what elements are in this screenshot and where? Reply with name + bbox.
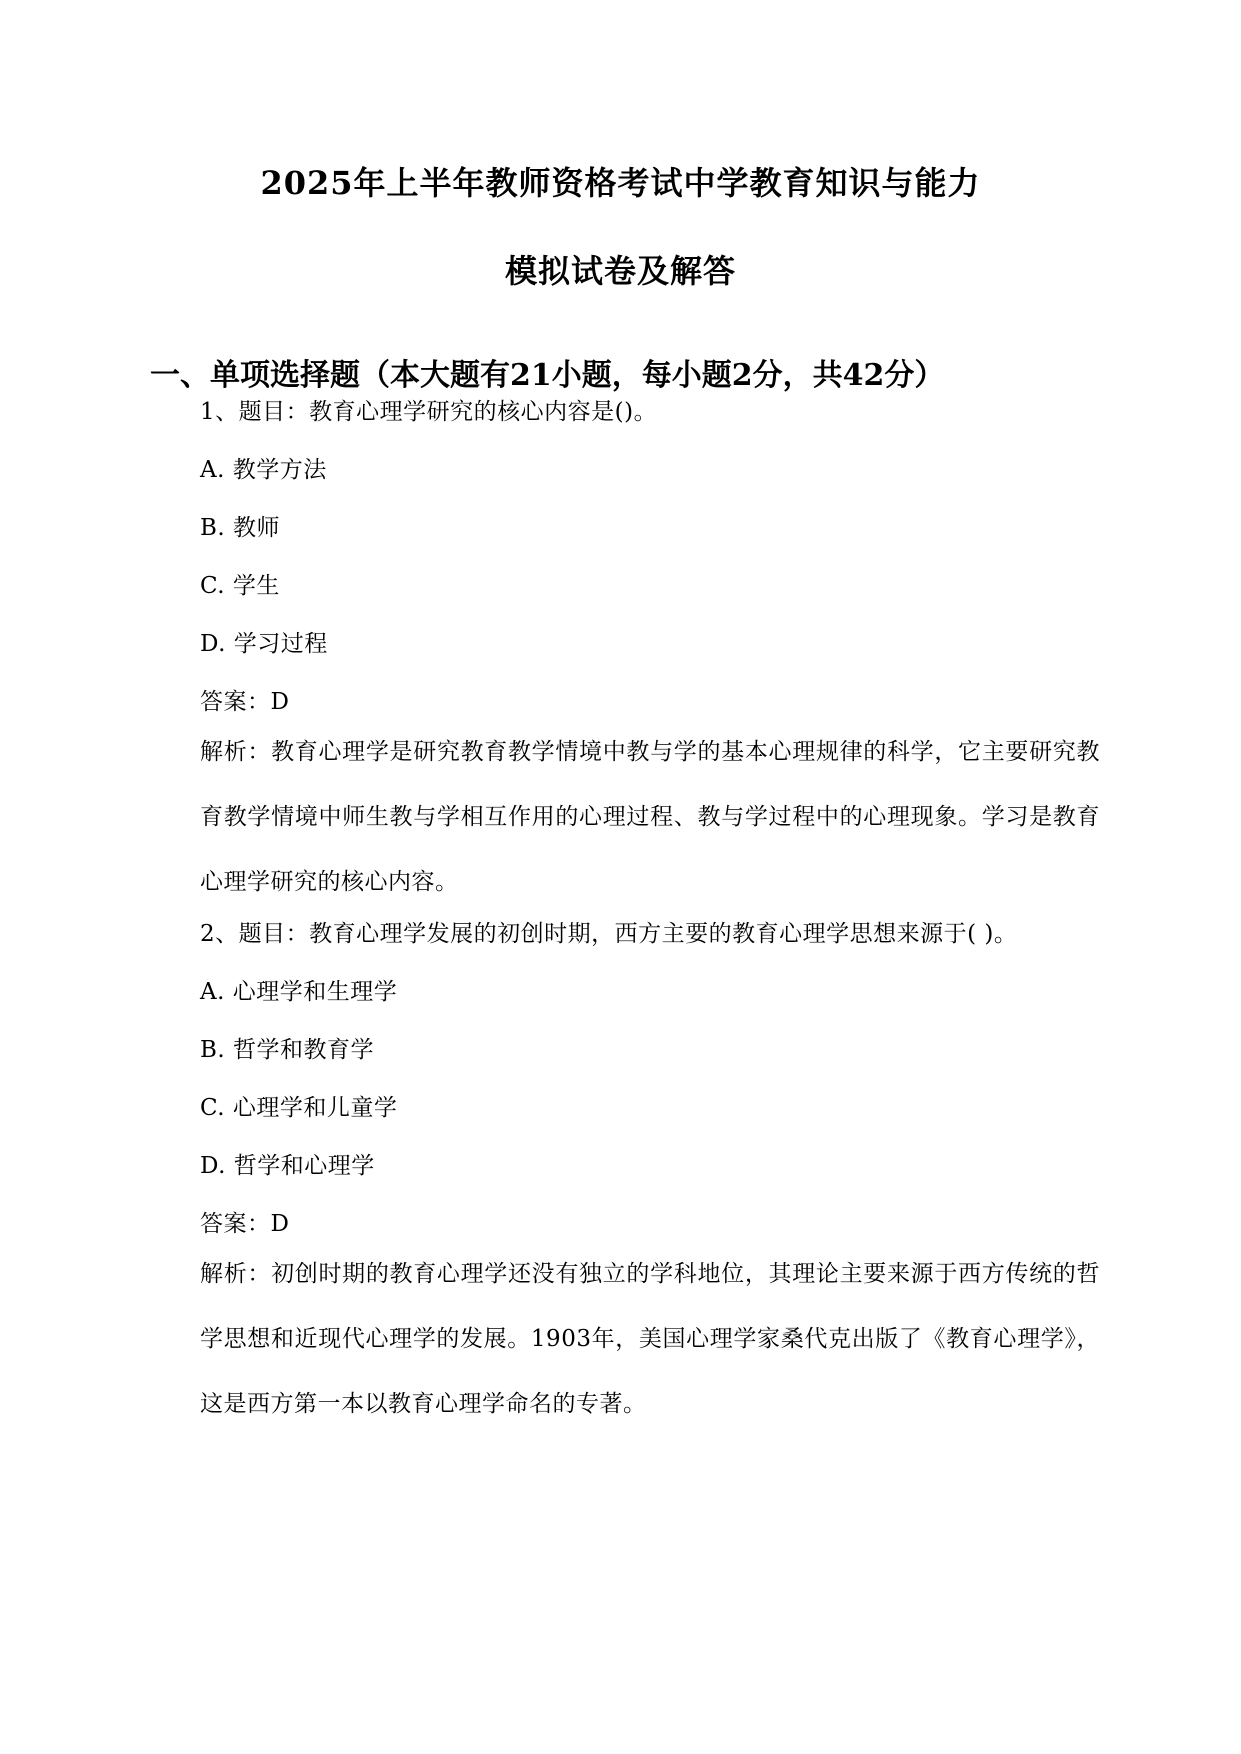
question-1-analysis: 解析：教育心理学是研究教育教学情境中教与学的基本心理规律的科学，它主要研究教育教学情境中师生教与学相互作用的心理过程、教与学过程中的心理现象。学习是教育心理学研究的核心内容。 — [200, 739, 1100, 895]
question-2-option-b: B. 哲学和教育学 — [200, 1037, 375, 1063]
section-heading: 一、单项选择题（本大题有21小题，每小题2分，共42分） — [150, 358, 945, 393]
question-2-option-c: C. 心理学和儿童学 — [200, 1095, 398, 1121]
document-title-line-1: 2025年上半年教师资格考试中学教育知识与能力 — [260, 164, 981, 202]
question-2-answer: 答案：D — [200, 1211, 290, 1237]
question-1-option-b: B. 教师 — [200, 515, 281, 541]
question-1-stem: 1、题目：教育心理学研究的核心内容是()。 — [200, 399, 658, 425]
question-2-stem: 2、题目：教育心理学发展的初创时期，西方主要的教育心理学思想来源于( )。 — [200, 921, 1018, 947]
question-2-analysis: 解析：初创时期的教育心理学还没有独立的学科地位，其理论主要来源于西方传统的哲学思想和近现代心理学的发展。1903年，美国心理学家桑代克出版了《教育心理学》，这是西方第一本以教育心理学命名的专著。 — [200, 1261, 1100, 1417]
question-1-option-c: C. 学生 — [200, 573, 280, 599]
question-2-option-a: A. 心理学和生理学 — [200, 979, 398, 1005]
question-2-option-d: D. 哲学和心理学 — [200, 1153, 375, 1179]
document-title-line-2: 模拟试卷及解答 — [504, 252, 736, 290]
question-1-option-a: A. 教学方法 — [200, 457, 327, 483]
question-1-answer: 答案：D — [200, 689, 290, 715]
question-1-option-d: D. 学习过程 — [200, 631, 328, 657]
